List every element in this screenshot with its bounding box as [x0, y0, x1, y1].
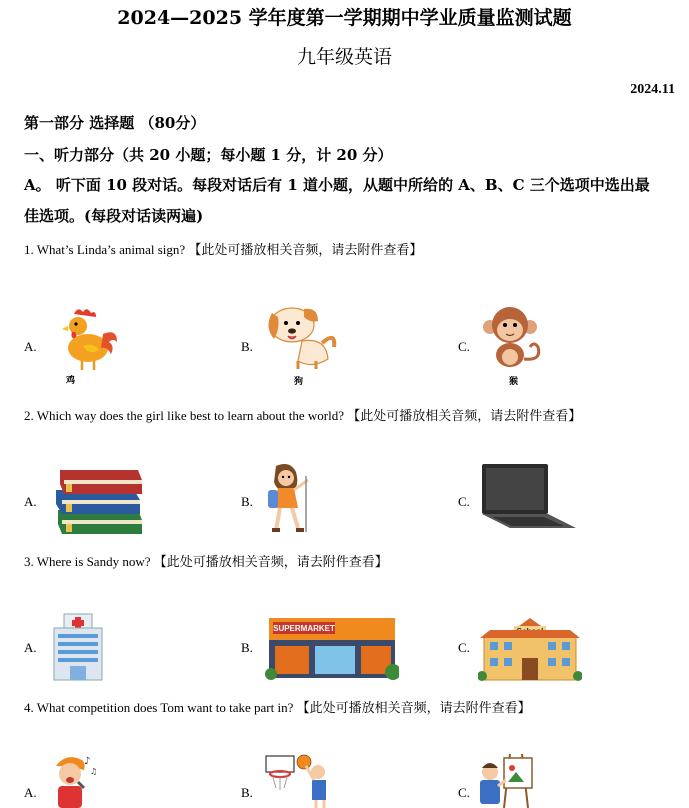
q1-option-c-label[interactable]: C. [458, 339, 470, 354]
listening-section-heading: 一、听力部分（共 20 小题；每小题 1 分，计 20 分） [24, 146, 393, 164]
monkey-caption: 猴 [509, 377, 519, 387]
rooster-caption: 鸡 [66, 376, 76, 386]
laptop-icon [478, 462, 578, 532]
exam-date: 2024.11 [630, 82, 675, 97]
hospital-icon [50, 610, 106, 682]
exam-subtitle: 九年级英语 [296, 46, 392, 68]
audio-note: 【此处可播放相关音频，请去附件查看】 [296, 701, 531, 716]
hiking-girl-icon [258, 462, 318, 540]
exam-title: 2024—2025 学年度第一学期期中学业质量监测试题 [117, 7, 572, 29]
singing-boy-icon [48, 752, 98, 808]
q3-option-a-label[interactable]: A. [24, 640, 37, 655]
question-2-text: 2. Which way does the girl like best to learn about the world? [24, 408, 344, 423]
q1-option-b-label[interactable]: B. [241, 339, 253, 354]
question-1 [24, 239, 422, 258]
dog-caption: 狗 [294, 377, 304, 387]
books-icon [52, 462, 148, 538]
question-1-text: 1. What’s Linda’s animal sign? [24, 242, 186, 257]
q3-option-c-label[interactable]: C. [458, 640, 470, 655]
rooster-icon [48, 306, 120, 386]
question-2 [24, 405, 581, 424]
q4-option-a-label[interactable]: A. [24, 785, 37, 800]
basketball-icon [264, 752, 344, 808]
q3-option-b-label[interactable]: B. [241, 640, 253, 655]
supermarket-sign: SUPERMARKET [273, 624, 335, 633]
question-4 [24, 697, 531, 716]
listening-instruction [24, 170, 679, 232]
svg-text:♫: ♫ [90, 767, 98, 776]
q1-option-a-label[interactable]: A. [24, 339, 37, 354]
part-heading: 第一部分 选择题 （80分） [24, 114, 206, 132]
school-icon [478, 614, 582, 684]
q2-option-c-label[interactable]: C. [458, 494, 470, 509]
monkey-icon [480, 305, 552, 375]
q2-option-a-label[interactable]: A. [24, 494, 37, 509]
supermarket-icon [265, 610, 399, 682]
svg-text:♪: ♪ [84, 756, 91, 767]
q4-option-b-label[interactable]: B. [241, 785, 253, 800]
audio-note: 【此处可播放相关音频，请去附件查看】 [347, 409, 582, 424]
instruction-line-1: A。 听下面 10 段对话。每段对话后有 1 道小题，从题中所给的 A、B、C 三个选项中选出最 [24, 176, 650, 194]
q4-option-c-label[interactable]: C. [458, 785, 470, 800]
question-4-text: 4. What competition does Tom want to take part in? [24, 700, 294, 715]
question-3-text: 3. Where is Sandy now? [24, 554, 151, 569]
painting-boy-icon [476, 752, 536, 808]
question-3 [24, 551, 388, 570]
dog-icon [262, 303, 342, 373]
audio-note: 【此处可播放相关音频，请去附件查看】 [153, 555, 388, 570]
instruction-line-2: 佳选项。(每段对话读两遍) [24, 207, 204, 225]
audio-note: 【此处可播放相关音频，请去附件查看】 [188, 243, 423, 258]
q2-option-b-label[interactable]: B. [241, 494, 253, 509]
